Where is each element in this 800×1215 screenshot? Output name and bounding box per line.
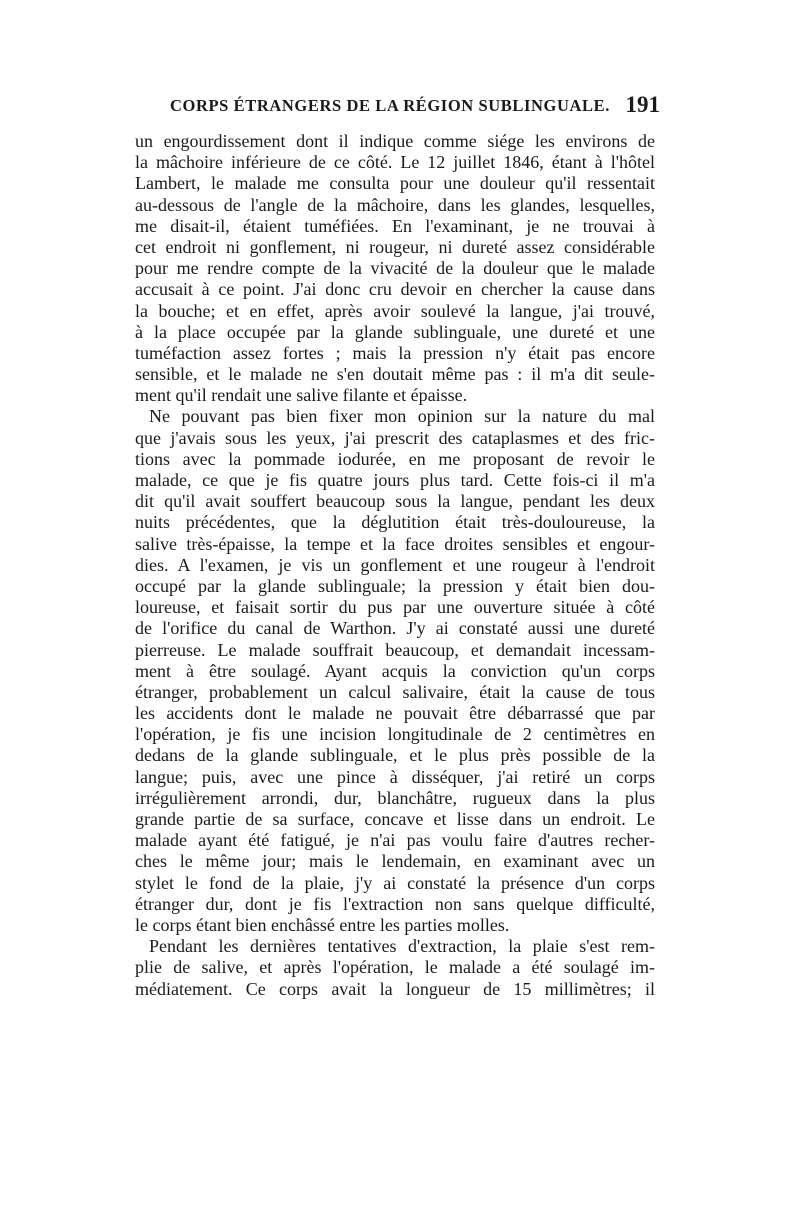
text-line: grande partie de sa surface, concave et lisse dans un endroit. Le xyxy=(135,809,655,829)
text-line: au-dessous de l'angle de la mâchoire, dans les glandes, lesquelles, xyxy=(135,194,655,215)
text-line: dit qu'il avait souffert beaucoup sous la langue, pendant les deux xyxy=(135,491,655,512)
body-text xyxy=(135,131,655,1000)
running-title: CORPS ÉTRANGERS DE LA RÉGION SUBLINGUALE. xyxy=(170,96,610,115)
text-line: nuits précédentes, que la déglutition était très-douloureuse, la xyxy=(135,512,655,533)
text-line: dies. A l'examen, je vis un gonflement et une rougeur à l'endroit xyxy=(135,554,655,575)
text-line: médiatement. Ce corps avait la longueur de 15 millimètres; il xyxy=(135,978,655,999)
text-line: salive très-épaisse, la tempe et la face droites sensibles et engour- xyxy=(135,533,655,554)
text-line: accusait à ce point. J'ai donc cru devoir en chercher la cause dans xyxy=(135,279,655,300)
text-line: que j'avais sous les yeux, j'ai prescrit des cataplasmes et des fric- xyxy=(135,427,655,448)
text-line: ment qu'il rendait une salive filante et épaisse. xyxy=(135,385,468,406)
text-line: plie de salive, et après l'opération, le malade a été soulagé im- xyxy=(135,957,655,978)
text-line: occupé par la glande sublinguale; la pression y était bien dou- xyxy=(135,575,655,596)
text-line: ment à être soulagé. Ayant acquis la conviction qu'un corps xyxy=(135,660,655,681)
text-line: dedans de la glande sublinguale, et le plus près possible de la xyxy=(135,745,655,766)
running-header xyxy=(170,92,660,122)
paragraph-first-line: Pendant les dernières tentatives d'extraction, la plaie s'est rem- xyxy=(149,936,655,957)
text-line: cet endroit ni gonflement, ni rougeur, ni dureté assez considérable xyxy=(135,236,655,257)
text-line: Lambert, le malade me consulta pour une douleur qu'il ressentait xyxy=(135,173,655,194)
text-line: étranger dur, dont je fis l'extraction non sans quelque difficulté, xyxy=(135,893,655,914)
text-line: me disait-il, étaient tuméfiées. En l'examinant, je ne trouvai à xyxy=(135,215,655,236)
text-line: la bouche; et en effet, après avoir soulevé la langue, j'ai trouvé, xyxy=(135,300,655,321)
text-line: langue; puis, avec une pince à disséquer, j'ai retiré un corps xyxy=(135,766,655,787)
text-line: malade ayant été fatigué, je n'ai pas voulu faire d'autres recher- xyxy=(135,830,655,851)
text-line: le corps étant bien enchâssé entre les parties molles. xyxy=(135,914,510,935)
text-line: stylet le fond de la plaie, j'y ai constaté la présence d'un corps xyxy=(135,872,655,893)
text-line: de l'orifice du canal de Warthon. J'y ai constaté aussi une dureté xyxy=(135,618,655,639)
text-line: tions avec la pommade iodurée, en me proposant de revoir le xyxy=(135,448,655,469)
text-line: pierreuse. Le malade souffrait beaucoup, et demandait incessam- xyxy=(135,639,655,660)
text-line: l'opération, je fis une incision longitudinale de 2 centimètres en xyxy=(135,724,655,745)
text-line: étranger, probablement un calcul salivaire, était la cause de tous xyxy=(135,681,655,702)
text-line: loureuse, et faisait sortir du pus par une ouverture située à côté xyxy=(135,597,655,618)
text-line: tuméfaction assez fortes ; mais la pression n'y était pas encore xyxy=(135,342,655,363)
text-line: irrégulièrement arrondi, dur, blanchâtre, rugueux dans la plus xyxy=(135,787,655,808)
text-line: ches le même jour; mais le lendemain, en examinant avec un xyxy=(135,851,655,872)
text-line: pour me rendre compte de la vivacité de la douleur que le malade xyxy=(135,258,655,279)
paragraph-first-line: Ne pouvant pas bien fixer mon opinion sur la nature du mal xyxy=(149,406,655,427)
text-line: un engourdissement dont il indique comme siége les environs de xyxy=(135,131,655,151)
page-number: 191 xyxy=(625,92,660,117)
text-line: malade, ce que je fis quatre jours plus tard. Cette fois-ci il m'a xyxy=(135,470,655,490)
text-line: sensible, et le malade ne s'en doutait même pas : il m'a dit seule- xyxy=(135,364,655,385)
text-line: la mâchoire inférieure de ce côté. Le 12 juillet 1846, étant à l'hôtel xyxy=(135,152,655,173)
text-line: les accidents dont le malade ne pouvait être débarrassé que par xyxy=(135,703,655,724)
text-line: à la place occupée par la glande sublinguale, une dureté et une xyxy=(135,321,655,342)
